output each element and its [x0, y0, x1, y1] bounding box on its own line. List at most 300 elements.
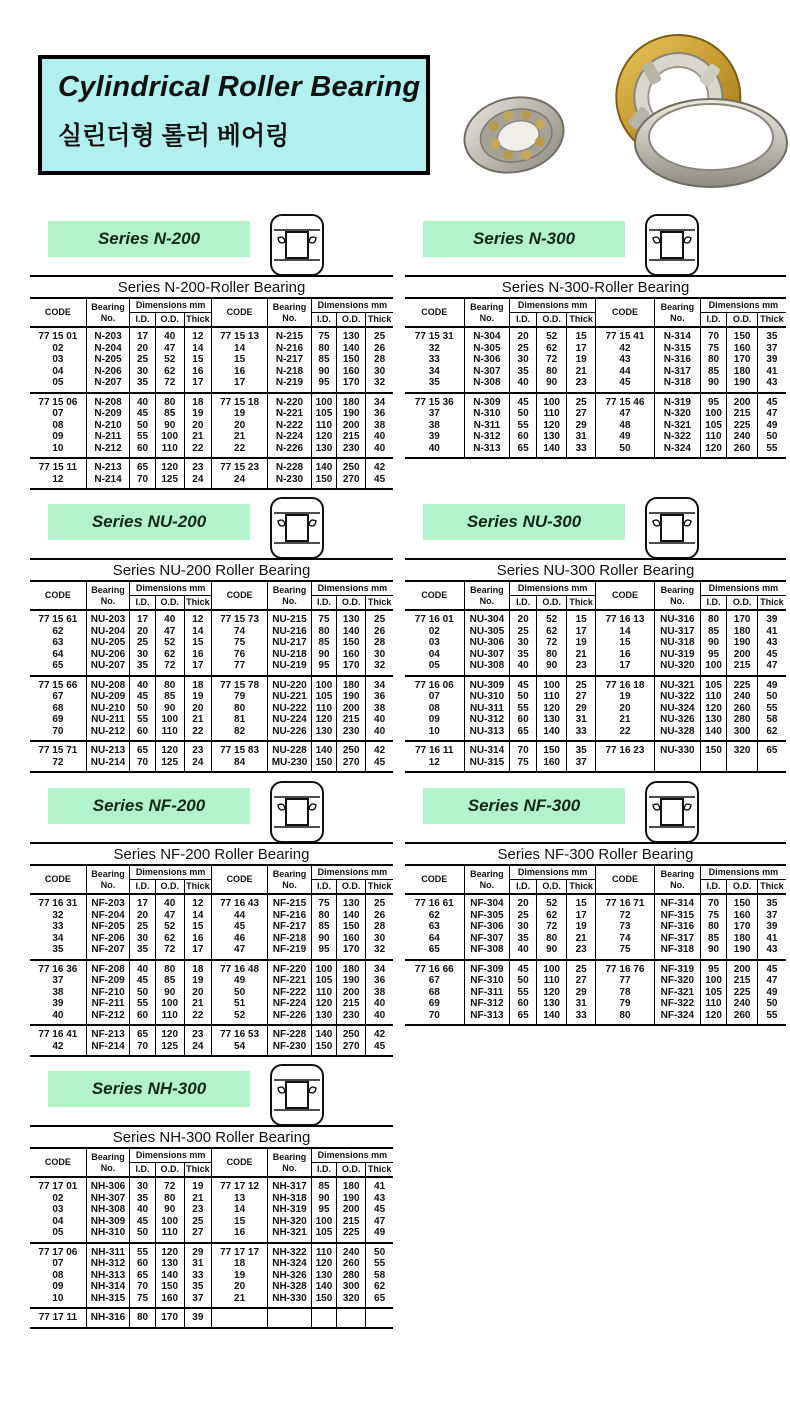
col-header-thick: Thick: [567, 596, 596, 611]
dimension-cell: 85: [700, 933, 727, 945]
dimension-cell: 85: [700, 626, 727, 638]
dimension-cell: 170: [155, 1308, 184, 1328]
dimension-cell: 38: [366, 703, 393, 715]
dimension-cell: 75: [311, 894, 336, 910]
dimension-cell: 20: [510, 610, 537, 626]
code-cell: 15: [211, 1216, 267, 1228]
dimension-cell: 120: [311, 714, 336, 726]
dimension-cell: 35: [130, 377, 155, 393]
dimension-cell: 22: [184, 726, 211, 742]
dimension-cell: 100: [155, 714, 184, 726]
dimension-cell: 95: [311, 1204, 336, 1216]
code-cell: [211, 1308, 267, 1328]
code-cell: 64: [405, 933, 464, 945]
code-cell: 77 16 01: [405, 610, 464, 626]
table-row: [30, 1281, 393, 1293]
dimension-cell: 95: [311, 944, 336, 960]
code-cell: 77 16 48: [211, 960, 267, 976]
table-row: [30, 366, 393, 378]
series-nf-300-table-title: Series NF-300 Roller Bearing: [405, 842, 786, 864]
table-row: [30, 1308, 393, 1328]
code-cell: 18: [211, 1258, 267, 1270]
dimension-cell: 90: [155, 420, 184, 432]
dimension-cell: 100: [536, 960, 566, 976]
col-header-bearing-no: Bearing No.: [268, 581, 312, 610]
bearing-no-cell: NU-216: [268, 626, 312, 638]
col-header-thick: Thick: [757, 596, 786, 611]
code-cell: 40: [405, 443, 464, 459]
dimension-cell: 120: [155, 458, 184, 474]
series-n-200-group-2: [30, 393, 393, 459]
dimension-cell: 25: [567, 676, 596, 692]
table-row: [30, 676, 393, 692]
code-cell: 78: [595, 987, 654, 999]
dimension-cell: 90: [311, 366, 336, 378]
bearing-no-cell: NH-319: [268, 1204, 312, 1216]
code-cell: 84: [211, 757, 267, 773]
col-header-od: O.D.: [536, 880, 566, 895]
code-cell: 20: [211, 420, 267, 432]
dimension-cell: 170: [337, 377, 366, 393]
code-cell: 77 15 36: [405, 393, 464, 409]
table-row: [30, 649, 393, 661]
dimension-cell: 270: [337, 474, 366, 490]
code-cell: 50: [595, 443, 654, 459]
series-nf-300-group-1: [405, 894, 786, 960]
dimension-cell: 41: [757, 366, 786, 378]
dimension-cell: 90: [155, 1204, 184, 1216]
series-nh-300-group-1: [30, 1177, 393, 1243]
bearing-no-cell: NH-312: [86, 1258, 130, 1270]
bearing-no-cell: N-312: [464, 431, 510, 443]
dimension-cell: 20: [130, 343, 155, 355]
bearing-no-cell: NU-206: [86, 649, 130, 661]
dimension-cell: 110: [155, 1227, 184, 1243]
table-row: [30, 458, 393, 474]
dimension-cell: 120: [311, 431, 336, 443]
code-cell: 77 15 46: [595, 393, 654, 409]
dimension-cell: 80: [311, 343, 336, 355]
code-cell: 74: [595, 933, 654, 945]
bearing-no-cell: NU-204: [86, 626, 130, 638]
col-header-id: I.D.: [311, 596, 336, 611]
code-cell: 75: [595, 944, 654, 960]
code-cell: 16: [211, 1227, 267, 1243]
dimension-cell: 30: [366, 366, 393, 378]
table-row: [30, 637, 393, 649]
dimension-cell: 45: [366, 1204, 393, 1216]
bearing-no-cell: NF-309: [464, 960, 510, 976]
dimension-cell: 270: [337, 1041, 366, 1057]
dimension-cell: 170: [727, 921, 757, 933]
bearing-no-cell: N-217: [268, 354, 312, 366]
code-cell: 77 17 11: [30, 1308, 86, 1328]
dimension-cell: 125: [155, 474, 184, 490]
dimension-cell: 17: [184, 660, 211, 676]
dimension-cell: 29: [567, 703, 596, 715]
bearing-no-cell: N-306: [464, 354, 510, 366]
series-nf-200-table: [30, 864, 393, 1057]
dimension-cell: 29: [567, 987, 596, 999]
code-cell: 10: [405, 726, 464, 742]
dimension-cell: 50: [757, 431, 786, 443]
dimension-cell: 180: [727, 366, 757, 378]
dimension-cell: 50: [130, 420, 155, 432]
col-header-bearing-no: Bearing No.: [464, 581, 510, 610]
col-header-bearing-no: Bearing No.: [86, 1148, 130, 1177]
dimension-cell: 29: [184, 1243, 211, 1259]
table-row: [405, 393, 786, 409]
code-cell: 02: [30, 343, 86, 355]
code-cell: 77 17 06: [30, 1243, 86, 1259]
bearing-no-cell: NH-318: [268, 1193, 312, 1205]
dimension-cell: 50: [510, 691, 537, 703]
dimension-cell: 190: [727, 944, 757, 960]
col-header-bearing-no: Bearing No.: [86, 298, 130, 327]
code-cell: 07: [30, 1258, 86, 1270]
series-nh-300-label: Series NH-300: [48, 1071, 250, 1107]
dimension-cell: 47: [757, 408, 786, 420]
dimension-cell: 105: [700, 676, 727, 692]
dimension-cell: 130: [536, 431, 566, 443]
code-cell: 08: [405, 703, 464, 715]
dimension-cell: 28: [366, 921, 393, 933]
col-header-thick: Thick: [366, 1163, 393, 1178]
table-row: [405, 610, 786, 626]
dimension-cell: 160: [337, 649, 366, 661]
code-cell: 79: [595, 998, 654, 1010]
dimension-cell: 150: [337, 921, 366, 933]
dimension-cell: 19: [567, 921, 596, 933]
series-nu-300-table-title: Series NU-300 Roller Bearing: [405, 558, 786, 580]
dimension-cell: 40: [366, 714, 393, 726]
dimension-cell: 280: [727, 714, 757, 726]
dimension-cell: 65: [130, 458, 155, 474]
dimension-cell: 40: [155, 610, 184, 626]
col-header-od: O.D.: [536, 313, 566, 328]
code-cell: 77 15 73: [211, 610, 267, 626]
dimension-cell: 150: [536, 741, 566, 757]
dimension-cell: 85: [155, 975, 184, 987]
bearing-no-cell: NU-308: [464, 660, 510, 676]
dimension-cell: 260: [727, 443, 757, 459]
dimension-cell: 60: [510, 714, 537, 726]
dimension-cell: 260: [727, 703, 757, 715]
dimension-cell: 80: [155, 676, 184, 692]
dimension-cell: 40: [130, 960, 155, 976]
dimension-cell: 50: [757, 998, 786, 1010]
dimension-cell: 120: [700, 1010, 727, 1026]
dimension-cell: 62: [366, 1281, 393, 1293]
table-row: [30, 443, 393, 459]
dimension-cell: 30: [510, 354, 537, 366]
table-row: [30, 354, 393, 366]
table-row: [30, 998, 393, 1010]
bearing-no-cell: N-219: [268, 377, 312, 393]
dimension-cell: 43: [757, 377, 786, 393]
col-header-thick: Thick: [184, 880, 211, 895]
dimension-cell: 30: [510, 921, 537, 933]
code-cell: 32: [405, 343, 464, 355]
bearing-no-cell: NH-308: [86, 1204, 130, 1216]
dimension-cell: 47: [757, 975, 786, 987]
series-nu-300-group-2: [405, 676, 786, 742]
bearing-no-cell: NF-221: [268, 975, 312, 987]
code-cell: 77 15 31: [405, 327, 464, 343]
dimension-cell: 120: [155, 741, 184, 757]
code-cell: 79: [211, 691, 267, 703]
table-row: [405, 327, 786, 343]
dimension-cell: 58: [757, 714, 786, 726]
dimension-cell: 125: [155, 1041, 184, 1057]
dimension-cell: 40: [155, 327, 184, 343]
bearing-no-cell: N-305: [464, 343, 510, 355]
col-header-bearing-no: Bearing No.: [268, 298, 312, 327]
dimension-cell: 42: [366, 741, 393, 757]
dimension-cell: 24: [184, 1041, 211, 1057]
dimension-cell: 120: [536, 987, 566, 999]
bearing-no-cell: NU-326: [655, 714, 701, 726]
col-header-dimensions: Dimensions mm: [130, 581, 212, 596]
table-row: [405, 637, 786, 649]
series-n-200-group-3: [30, 458, 393, 489]
bearing-no-cell: NF-212: [86, 1010, 130, 1026]
dimension-cell: 23: [184, 458, 211, 474]
dimension-cell: 215: [727, 660, 757, 676]
dimension-cell: 240: [727, 431, 757, 443]
bearing-no-cell: N-216: [268, 343, 312, 355]
table-row: [405, 741, 786, 757]
bearing-no-cell: NU-322: [655, 691, 701, 703]
dimension-cell: [700, 757, 727, 773]
dimension-cell: 55: [130, 714, 155, 726]
code-cell: 03: [405, 637, 464, 649]
code-cell: 65: [30, 660, 86, 676]
dimension-cell: 90: [311, 1193, 336, 1205]
dimension-cell: 72: [155, 660, 184, 676]
dimension-cell: 130: [536, 714, 566, 726]
code-cell: 43: [595, 354, 654, 366]
dimension-cell: 110: [700, 691, 727, 703]
dimension-cell: 45: [366, 1041, 393, 1057]
col-header-od: O.D.: [727, 313, 757, 328]
dimension-cell: 30: [130, 1177, 155, 1193]
dimension-cell: 17: [130, 327, 155, 343]
col-header-dimensions: Dimensions mm: [510, 865, 596, 880]
code-cell: 39: [30, 998, 86, 1010]
dimension-cell: 190: [337, 1193, 366, 1205]
code-cell: 77 15 13: [211, 327, 267, 343]
dimension-cell: 43: [757, 637, 786, 649]
dimension-cell: [366, 1308, 393, 1328]
bearing-no-cell: NU-218: [268, 649, 312, 661]
bearing-no-cell: N-316: [655, 354, 701, 366]
dimension-cell: 19: [567, 354, 596, 366]
table-row: [30, 1270, 393, 1282]
dimension-cell: 140: [536, 726, 566, 742]
code-cell: 38: [30, 987, 86, 999]
dimension-cell: 20: [184, 420, 211, 432]
col-header-thick: Thick: [757, 880, 786, 895]
dimension-cell: 90: [536, 377, 566, 393]
dimension-cell: 14: [184, 626, 211, 638]
dimension-cell: 29: [567, 420, 596, 432]
code-cell: 19: [211, 1270, 267, 1282]
dimension-cell: 52: [155, 637, 184, 649]
bearing-no-cell: NU-220: [268, 676, 312, 692]
col-header-code: CODE: [211, 581, 267, 610]
dimension-cell: 21: [184, 1193, 211, 1205]
dimension-cell: 100: [536, 393, 566, 409]
col-header-dimensions: Dimensions mm: [700, 298, 786, 313]
dimension-cell: 24: [184, 474, 211, 490]
code-cell: 32: [30, 910, 86, 922]
dimension-cell: 110: [311, 987, 336, 999]
code-cell: 17: [211, 377, 267, 393]
dimension-cell: 72: [536, 921, 566, 933]
table-row: [30, 703, 393, 715]
bearing-no-cell: NU-213: [86, 741, 130, 757]
dimension-cell: 27: [567, 408, 596, 420]
dimension-cell: 140: [311, 741, 336, 757]
code-cell: 14: [595, 626, 654, 638]
dimension-cell: 62: [536, 343, 566, 355]
dimension-cell: 120: [311, 1258, 336, 1270]
dimension-cell: [337, 1308, 366, 1328]
dimension-cell: 180: [337, 676, 366, 692]
bearing-no-cell: NF-213: [86, 1025, 130, 1041]
bearing-no-cell: N-226: [268, 443, 312, 459]
dimension-cell: 100: [700, 975, 727, 987]
col-header-bearing-no: Bearing No.: [655, 298, 701, 327]
bearing-no-cell: NU-226: [268, 726, 312, 742]
dimension-cell: 31: [567, 714, 596, 726]
dimension-cell: 40: [155, 894, 184, 910]
dimension-cell: 140: [311, 458, 336, 474]
col-header-bearing-no: Bearing No.: [268, 1148, 312, 1177]
col-header-dimensions: Dimensions mm: [700, 581, 786, 596]
col-header-od: O.D.: [727, 596, 757, 611]
col-header-thick: Thick: [184, 596, 211, 611]
dimension-cell: 90: [700, 944, 727, 960]
dimension-cell: 215: [337, 714, 366, 726]
dimension-cell: 55: [510, 987, 537, 999]
code-cell: 20: [595, 703, 654, 715]
col-header-id: I.D.: [700, 596, 727, 611]
dimension-cell: 17: [130, 610, 155, 626]
table-row: [30, 944, 393, 960]
bearing-no-cell: NU-217: [268, 637, 312, 649]
dimension-cell: 16: [184, 649, 211, 661]
dimension-cell: 55: [757, 1010, 786, 1026]
dimension-cell: 30: [510, 637, 537, 649]
code-cell: 14: [211, 1204, 267, 1216]
dimension-cell: 75: [510, 757, 537, 773]
dimension-cell: 95: [700, 960, 727, 976]
col-header-thick: Thick: [366, 596, 393, 611]
dimension-cell: 50: [366, 1243, 393, 1259]
code-cell: 77 16 11: [405, 741, 464, 757]
code-cell: 51: [211, 998, 267, 1010]
code-cell: 77 15 18: [211, 393, 267, 409]
dimension-cell: 72: [536, 354, 566, 366]
table-row: [405, 343, 786, 355]
table-row: [30, 343, 393, 355]
dimension-cell: 80: [536, 933, 566, 945]
bearing-no-cell: NF-314: [655, 894, 701, 910]
table-row: [405, 408, 786, 420]
dimension-cell: 50: [130, 987, 155, 999]
dimension-cell: 300: [727, 726, 757, 742]
dimension-cell: 225: [727, 676, 757, 692]
code-cell: 70: [30, 726, 86, 742]
bearing-no-cell: N-317: [655, 366, 701, 378]
dimension-cell: 125: [155, 757, 184, 773]
code-cell: 75: [211, 637, 267, 649]
dimension-cell: 40: [366, 998, 393, 1010]
dimension-cell: 31: [567, 998, 596, 1010]
dimension-cell: 105: [700, 987, 727, 999]
dimension-cell: 32: [366, 377, 393, 393]
bearing-no-cell: NH-328: [268, 1281, 312, 1293]
dimension-cell: 34: [366, 393, 393, 409]
table-row: [405, 676, 786, 692]
dimension-cell: 60: [130, 726, 155, 742]
dimension-cell: 23: [184, 1025, 211, 1041]
bearing-no-cell: NF-205: [86, 921, 130, 933]
col-header-code: CODE: [211, 1148, 267, 1177]
dimension-cell: 45: [366, 757, 393, 773]
dimension-cell: 26: [366, 343, 393, 355]
bearing-no-cell: NF-319: [655, 960, 701, 976]
dimension-cell: 100: [155, 1216, 184, 1228]
series-nu-300-label: Series NU-300: [423, 504, 625, 540]
col-header-id: I.D.: [311, 313, 336, 328]
bearing-no-cell: N-210: [86, 420, 130, 432]
dimension-cell: 150: [700, 741, 727, 757]
dimension-cell: 28: [366, 354, 393, 366]
col-header-code: CODE: [211, 865, 267, 894]
code-cell: 10: [30, 443, 86, 459]
dimension-cell: 110: [155, 1010, 184, 1026]
dimension-cell: 36: [366, 975, 393, 987]
dimension-cell: 200: [337, 420, 366, 432]
dimension-cell: 25: [567, 393, 596, 409]
dimension-cell: 17: [567, 626, 596, 638]
table-row: [405, 354, 786, 366]
series-n-300-group-1: [405, 327, 786, 393]
code-cell: 77 17 01: [30, 1177, 86, 1193]
dimension-cell: 15: [184, 921, 211, 933]
dimension-cell: 35: [130, 1193, 155, 1205]
table-row: [405, 366, 786, 378]
bearing-no-cell: NH-307: [86, 1193, 130, 1205]
dimension-cell: 150: [311, 757, 336, 773]
bearing-no-cell: NH-317: [268, 1177, 312, 1193]
dimension-cell: 100: [536, 676, 566, 692]
code-cell: 77: [595, 975, 654, 987]
bearing-no-cell: NU-222: [268, 703, 312, 715]
code-cell: 77 17 17: [211, 1243, 267, 1259]
dimension-cell: 85: [700, 366, 727, 378]
bearing-cross-section-icon: [643, 780, 701, 849]
bearing-no-cell: N-315: [655, 343, 701, 355]
series-nu-200-table-title: Series NU-200 Roller Bearing: [30, 558, 393, 580]
dimension-cell: 25: [567, 960, 596, 976]
bearing-no-cell: N-209: [86, 408, 130, 420]
dimension-cell: 225: [727, 420, 757, 432]
col-header-dimensions: Dimensions mm: [130, 865, 212, 880]
